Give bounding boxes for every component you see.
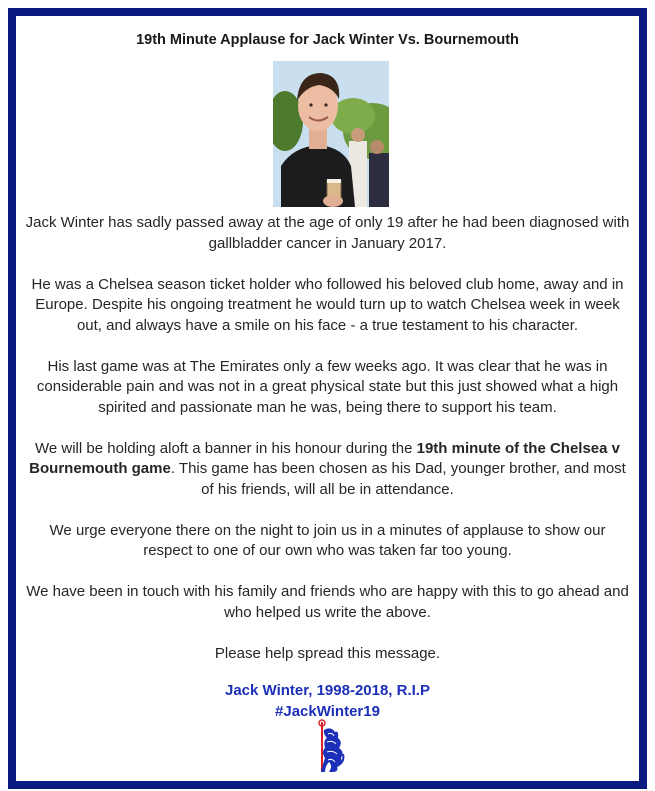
chelsea-lion-crest-icon <box>313 718 347 776</box>
signoff-name: Jack Winter, 1998-2018, R.I.P <box>225 682 430 699</box>
paragraph-banner-before: We will be holding aloft a banner in his honour during the <box>34 439 417 457</box>
notice-frame <box>8 8 647 789</box>
paragraph-family: We have been in touch with his family and friends who are happy with this to go ahead and who helped us write the above. <box>26 583 629 621</box>
paragraph-applause: We urge everyone there on the night to join us in a minutes of applause to show our respect to one of our own who was taken far too young. <box>49 521 606 559</box>
paragraph-season-ticket: He was a Chelsea season ticket holder who followed his beloved club home, away and in Europe. Despite his ongoing treatment he would turn up to watch Chelsea week in week out, and always have a smile on his face - a true testament to his character. <box>31 275 624 334</box>
signoff <box>16 680 639 722</box>
paragraph-banner-after: . This game has been chosen as his Dad, younger brother, and most of his friends, will all be in attendance. <box>170 460 626 498</box>
notice-body <box>24 213 631 685</box>
paragraph-banner <box>24 439 631 501</box>
paragraph-spread: Please help spread this message. <box>214 644 441 662</box>
notice-title: 19th Minute Applause for Jack Winter Vs. Bournemouth <box>136 32 519 48</box>
paragraph-announcement: Jack Winter has sadly passed away at the age of only 19 after he had been diagnosed with gallbladder cancer in January 2017. <box>25 214 630 252</box>
paragraph-last-game: His last game was at The Emirates only a few weeks ago. It was clear that he was in considerable pain and was not in a great physical state but this just showed what a high spirited and passionate man he was, being there to support his team. <box>36 357 619 416</box>
portrait-photo <box>273 61 389 207</box>
paragraph-banner-bold: 19th minute of the Chelsea v Bournemouth game <box>29 439 621 477</box>
signoff-hashtag: #JackWinter19 <box>275 703 380 720</box>
